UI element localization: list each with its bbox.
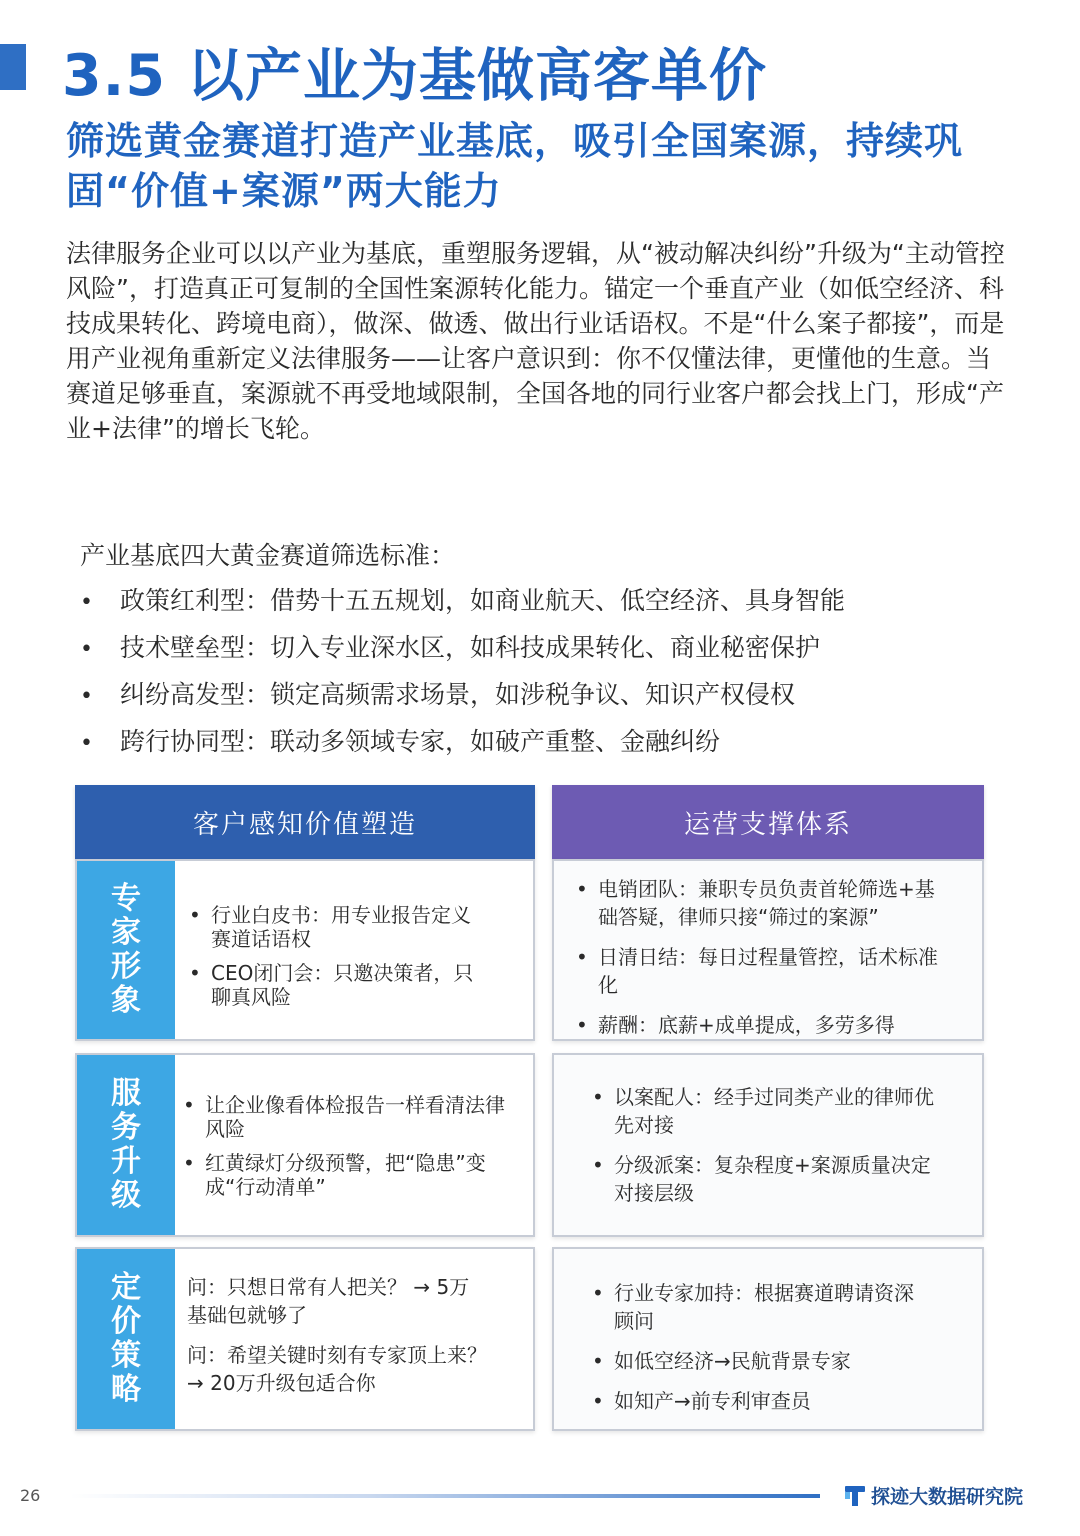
row-content bbox=[175, 1055, 533, 1235]
row-service-upgrade-right bbox=[552, 1053, 984, 1237]
list-item: • 让企业像看体检报告一样看清法律风险 bbox=[181, 1093, 511, 1141]
row-content bbox=[175, 1249, 533, 1429]
criteria-item: • 跨行协同型：联动多领域专家，如破产重整、金融纠纷 bbox=[80, 719, 845, 766]
column-header-customer-value: 客户感知价值塑造 bbox=[75, 785, 535, 859]
list-item: • 行业白皮书：用专业报告定义赛道话语权 bbox=[187, 903, 487, 951]
list-item: • 薪酬：底薪+成单提成，多劳多得 bbox=[574, 1011, 944, 1039]
qa-item: 问：只想日常有人把关？ → 5万基础包就够了 bbox=[187, 1275, 470, 1327]
bullet-icon: • bbox=[80, 731, 93, 756]
page-subtitle: 筛选黄金赛道打造产业基底，吸引全国案源，持续巩固“价值+案源”两大能力 bbox=[66, 119, 964, 213]
column-header-operations: 运营支撑体系 bbox=[552, 785, 984, 859]
intro-paragraph: 法律服务企业可以以产业为基底，重塑服务逻辑，从“被动解决纠纷”升级为“主动管控风险”，打造真正可复制的全国性案源转化能力。锚定一个垂直产业（如低空经济、科技成果转化、跨境电商），做深、做透、做出行业话语权。不是“什么案子都接”，而是用产业视角重新定义法律服务——让客户意识到：你不仅懂法律，更懂他的生意。当赛道足够垂直，案源就不再受地域限制，全国各地的同行业客户都会找上门，形成“产业+法律”的增长飞轮。 bbox=[66, 239, 1005, 443]
item-list bbox=[574, 875, 944, 1051]
row-service-upgrade-left bbox=[75, 1053, 535, 1237]
row-label: 服务升级 bbox=[77, 1055, 175, 1235]
bullet-icon: • bbox=[80, 684, 93, 709]
page-number: 26 bbox=[20, 1486, 41, 1505]
item-list bbox=[187, 903, 487, 1019]
item-list bbox=[590, 1083, 935, 1219]
list-item: • 电销团队：兼职专员负责首轮筛选+基础答疑，律师只接“筛过的案源” bbox=[574, 875, 944, 931]
bullet-icon: • bbox=[80, 637, 93, 662]
list-item: • 日清日结：每日过程量管控，话术标准化 bbox=[574, 943, 944, 999]
footer-divider bbox=[70, 1494, 820, 1498]
qa-item: 问：希望关键时刻有专家顶上来？ → 20万升级包适合你 bbox=[187, 1343, 487, 1395]
row-expert-image-left bbox=[75, 859, 535, 1041]
bullet-icon: • bbox=[80, 590, 93, 615]
row-label: 定价策略 bbox=[77, 1249, 175, 1429]
list-item: • 以案配人：经手过同类产业的律师优先对接 bbox=[590, 1083, 935, 1139]
criteria-list bbox=[80, 578, 845, 766]
list-item: • 分级派案：复杂程度+案源质量决定对接层级 bbox=[590, 1151, 935, 1207]
criteria-item: • 技术壁垒型：切入专业深水区，如科技成果转化、商业秘密保护 bbox=[80, 625, 845, 672]
brand-name: 探迹大数据研究院 bbox=[871, 1486, 1024, 1508]
criteria-item: • 政策红利型：借势十五五规划，如商业航天、低空经济、具身智能 bbox=[80, 578, 845, 625]
row-pricing-left bbox=[75, 1247, 535, 1431]
criteria-title: 产业基底四大黄金赛道筛选标准： bbox=[80, 541, 456, 570]
pricing-qa bbox=[187, 1273, 487, 1409]
row-pricing-right bbox=[552, 1247, 984, 1431]
brand-logo bbox=[845, 1482, 1023, 1509]
title-accent-bar bbox=[0, 44, 26, 90]
list-item: • 行业专家加持：根据赛道聘请资深顾问 bbox=[590, 1279, 930, 1335]
list-item: • 如知产→前专利审查员 bbox=[590, 1387, 930, 1415]
item-list bbox=[181, 1093, 511, 1209]
row-content bbox=[175, 861, 533, 1039]
row-label: 专家形象 bbox=[77, 861, 175, 1039]
list-item: • 如低空经济→民航背景专家 bbox=[590, 1347, 930, 1375]
list-item: • CEO闭门会：只邀决策者，只聊真风险 bbox=[187, 961, 487, 1009]
page-title: 3.5 以产业为基做高客单价 bbox=[62, 43, 767, 109]
list-item: • 红黄绿灯分级预警，把“隐患”变成“行动清单” bbox=[181, 1151, 511, 1199]
brand-logo-icon bbox=[845, 1486, 865, 1506]
item-list bbox=[590, 1279, 930, 1427]
criteria-item: • 纠纷高发型：锁定高频需求场景，如涉税争议、知识产权侵权 bbox=[80, 672, 845, 719]
row-expert-image-right bbox=[552, 859, 984, 1041]
